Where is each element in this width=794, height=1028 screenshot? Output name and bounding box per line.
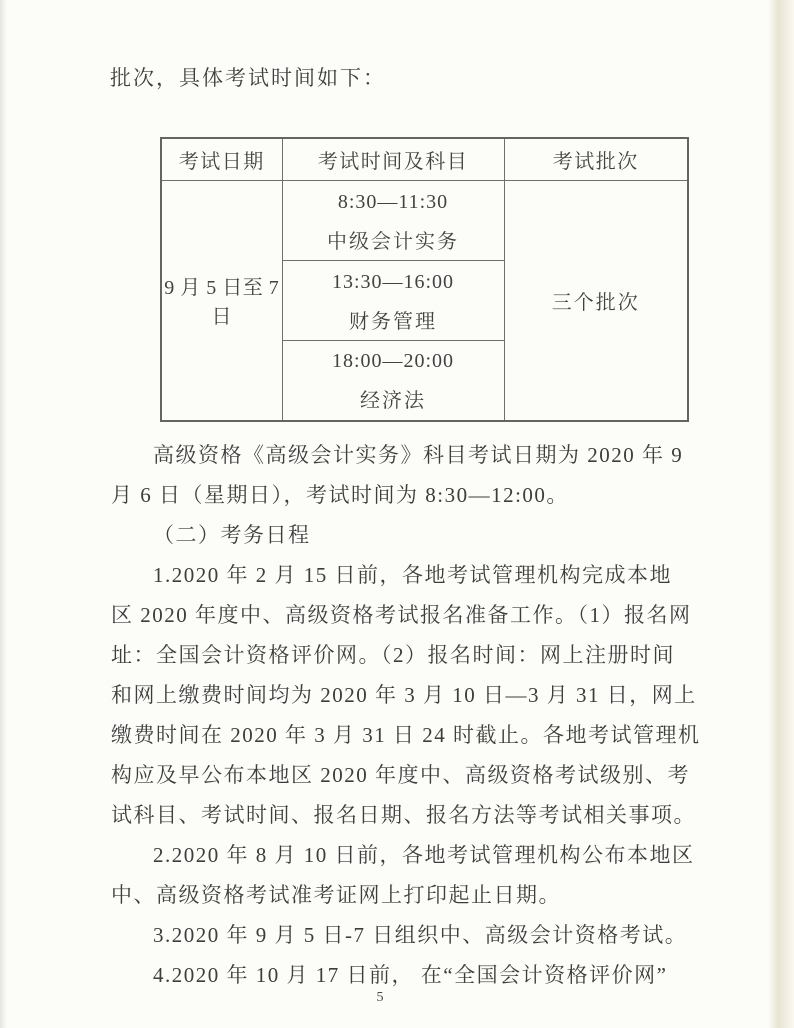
session-cell-afternoon <box>282 261 504 341</box>
text-line: 和网上缴费时间均为 2020 年 3 月 10 日—3 月 31 日，网上 <box>111 683 697 707</box>
body-text <box>111 435 715 995</box>
text-line: 构应及早公布本地区 2020 年度中、高级资格考试级别、考 <box>111 763 690 787</box>
text-line: 区 2020 年度中、高级资格考试报名准备工作。（1）报名网 <box>111 603 692 627</box>
text-line: 3.2020 年 9 月 5 日-7 日组织中、高级会计资格考试。 <box>153 923 688 947</box>
session-subject: 财务管理 <box>349 310 437 333</box>
intro-line: 批次，具体考试时间如下： <box>110 66 386 90</box>
text-line: 1.2020 年 2 月 15 日前，各地考试管理机构完成本地 <box>153 563 672 587</box>
text-line: 试科目、考试时间、报名日期、报名方法等考试相关事项。 <box>111 803 696 827</box>
section-heading: （二）考务日程 <box>153 523 311 547</box>
column-header-exam-date: 考试日期 <box>161 138 282 181</box>
scan-right-edge-band <box>768 0 794 1028</box>
text-line: 月 6 日（星期日），考试时间为 8:30—12:00。 <box>111 483 569 507</box>
session-time: 18:00—20:00 <box>331 350 455 373</box>
session-subject: 中级会计实务 <box>327 230 459 253</box>
session-cell-morning <box>282 181 504 261</box>
exam-schedule-table <box>160 137 689 422</box>
column-header-time-subject: 考试时间及科目 <box>282 138 504 181</box>
session-time: 8:30—11:30 <box>337 190 449 213</box>
text-line: 高级资格《高级会计实务》科目考试日期为 2020 年 9 <box>153 443 684 467</box>
text-line: 址：全国会计资格评价网。（2）报名时间：网上注册时间 <box>111 643 675 667</box>
text-line: 中、高级资格考试准考证网上打印起止日期。 <box>111 883 561 907</box>
text-line: 缴费时间在 2020 年 3 月 31 日 24 时截止。各地考试管理机 <box>111 723 701 747</box>
table-row <box>161 181 688 261</box>
text-line: 4.2020 年 10 月 17 日前， 在“全国会计资格评价网” <box>153 963 668 987</box>
exam-date-cell: 9 月 5 日至 7 日 <box>161 181 282 421</box>
text-line: 2.2020 年 8 月 10 日前，各地考试管理机构公布本地区 <box>153 843 695 867</box>
session-time: 13:30—16:00 <box>331 270 455 293</box>
column-header-exam-batch: 考试批次 <box>504 138 688 181</box>
exam-batch-cell: 三个批次 <box>504 181 688 421</box>
table-header-row <box>161 138 688 181</box>
session-cell-evening <box>282 341 504 421</box>
scan-left-edge-shadow <box>0 0 7 1028</box>
page-number: 5 <box>376 990 384 1005</box>
session-subject: 经济法 <box>360 390 426 413</box>
